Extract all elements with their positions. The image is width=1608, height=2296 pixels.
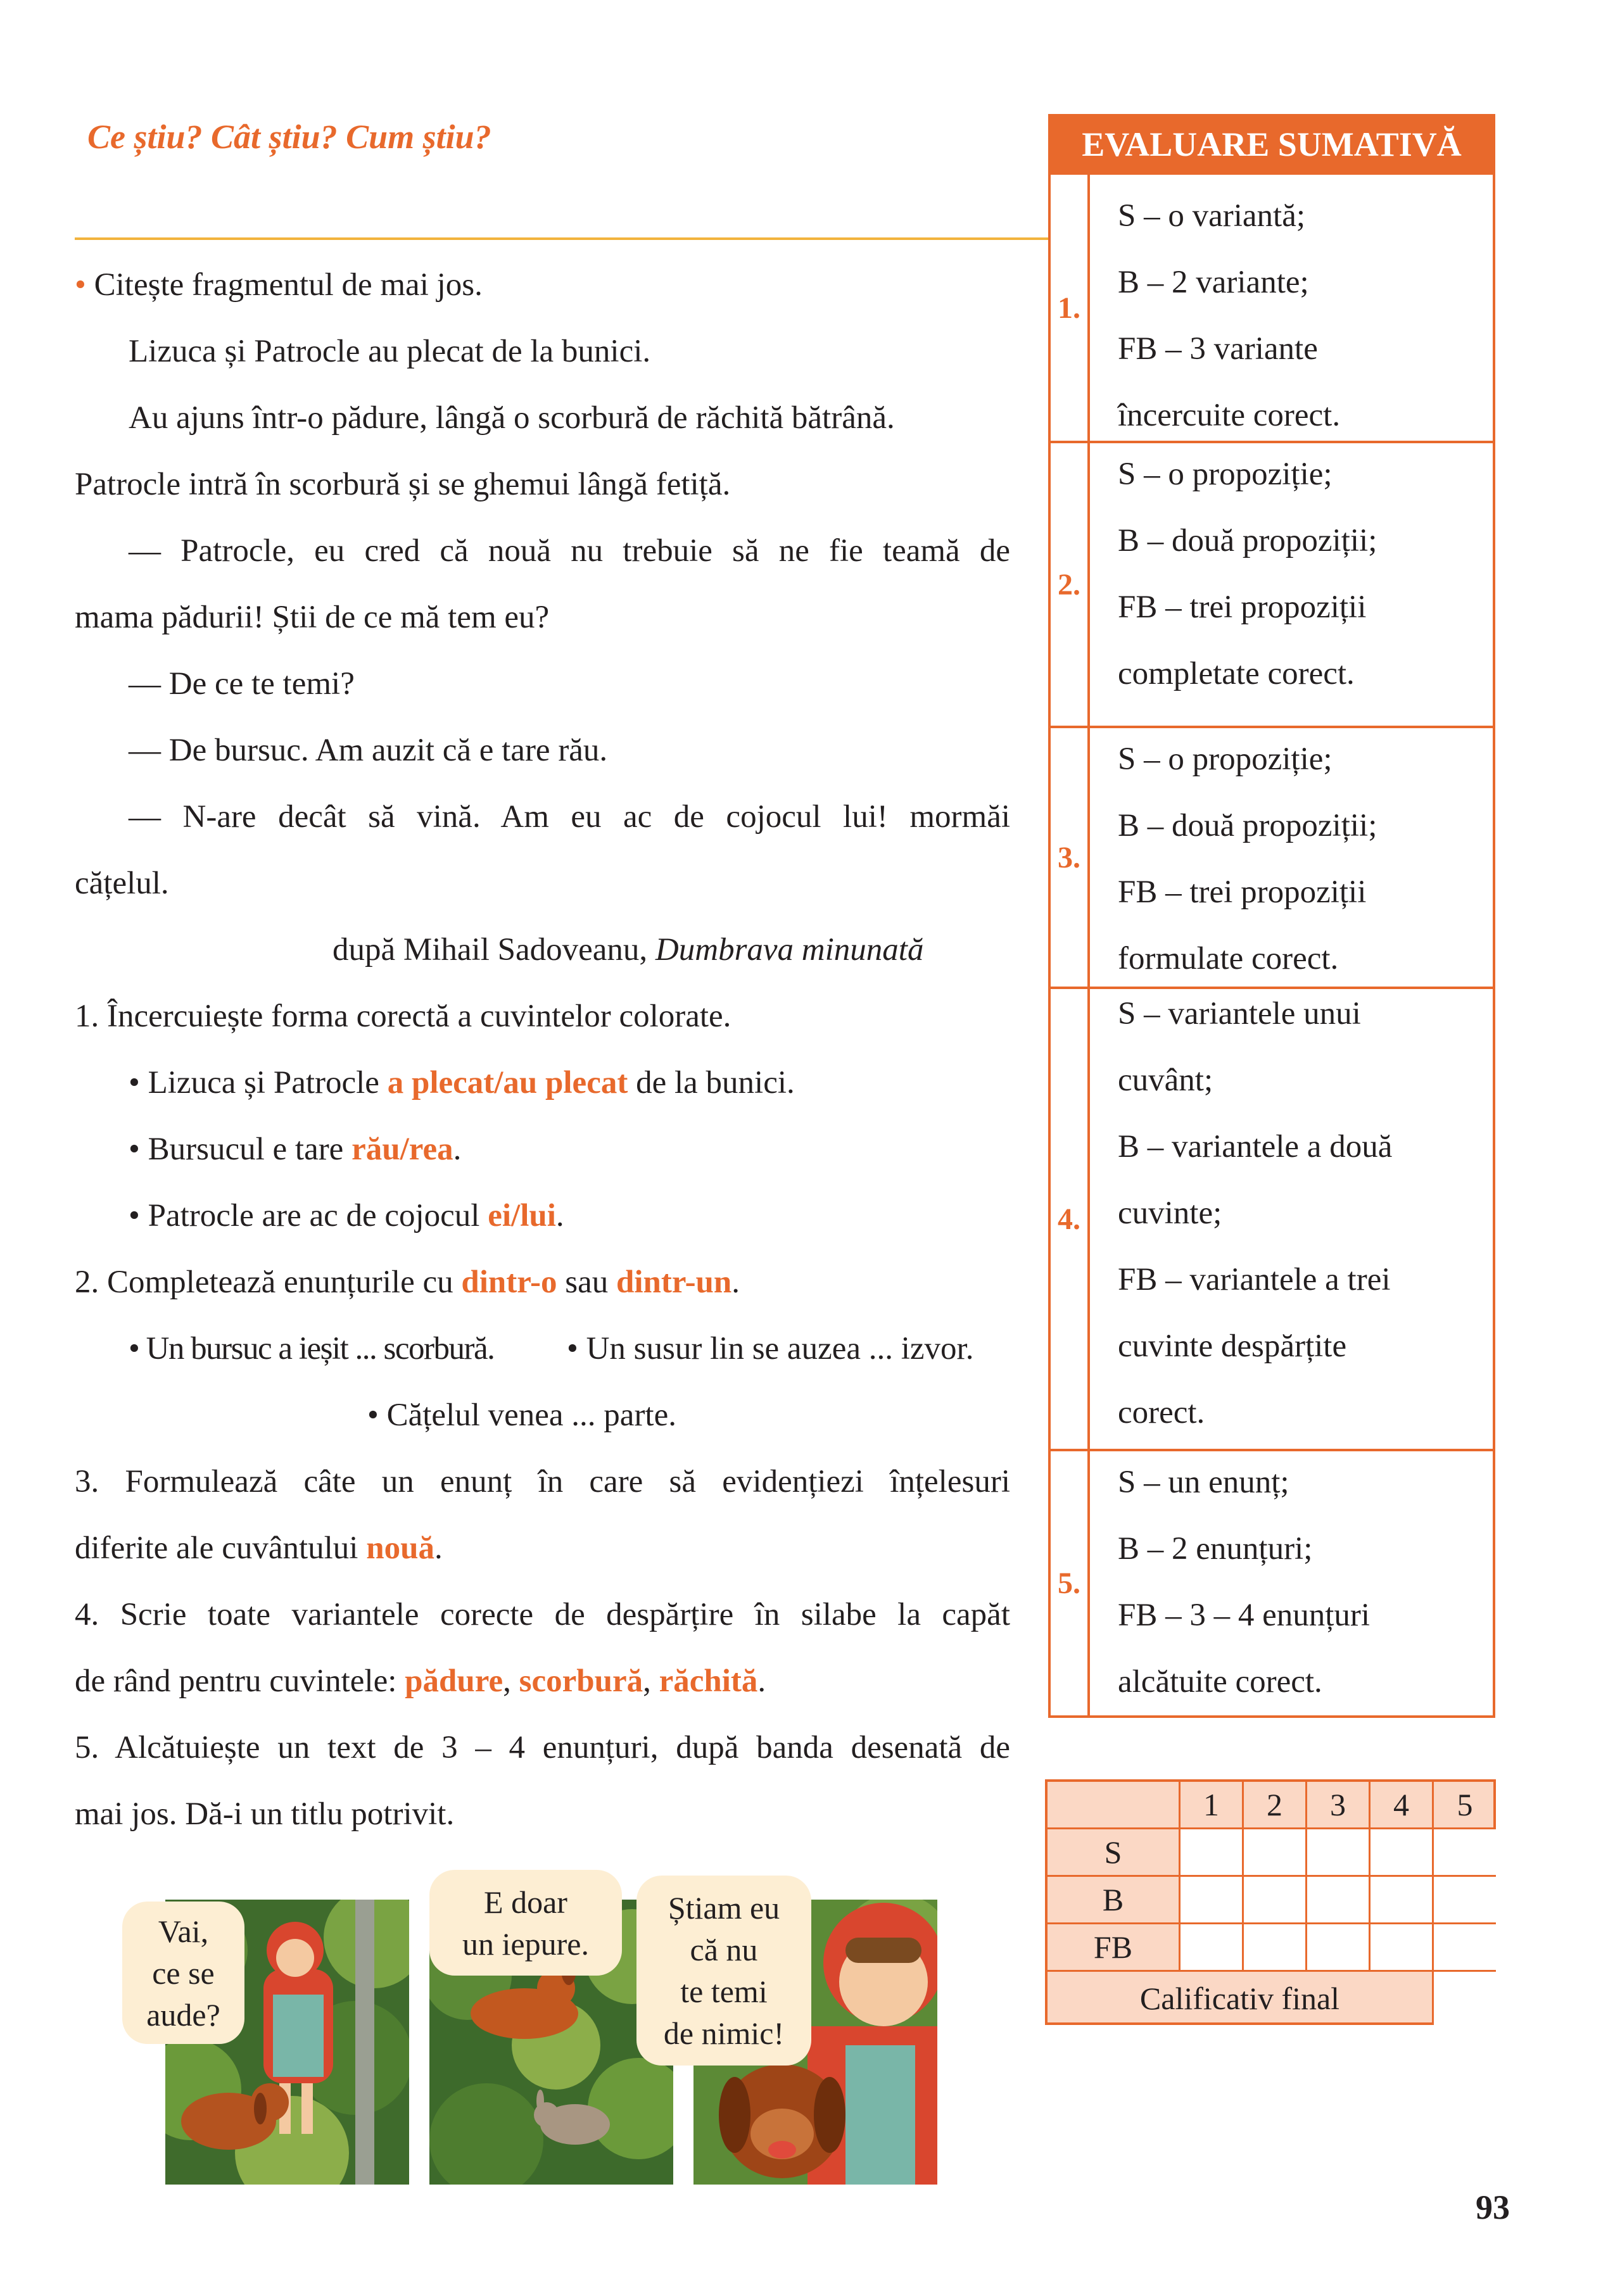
bubble-line: Știam eu — [668, 1890, 780, 1926]
item-text: sau — [557, 1265, 616, 1300]
item-text: 2. Completează enunțurile cu — [75, 1265, 462, 1300]
highlight-word: a plecat/au plecat — [387, 1065, 628, 1101]
criterion: B – două propoziții; — [1118, 523, 1377, 558]
grid-cell — [1307, 1877, 1371, 1924]
criterion: S – o propoziție; — [1118, 741, 1333, 777]
grid-cell — [1244, 1877, 1307, 1924]
bubble-line: de nimic! — [663, 2015, 785, 2051]
bubble-line: că nu — [690, 1932, 758, 1967]
exercise-3: 3. Formulează câte un enunț în care să evidențiezi înțelesuri — [75, 1464, 1010, 1499]
exercise-3-cont — [75, 1515, 443, 1582]
row-number: 5. — [1051, 1451, 1090, 1715]
bubble-line: ce se — [152, 1955, 215, 1991]
bubble-line: te temi — [680, 1974, 768, 2009]
item-text: • Bursucul e tare — [129, 1132, 352, 1167]
exercise-1-item — [129, 1183, 564, 1249]
dialogue-line: — De bursuc. Am auzit că e tare rău. — [129, 733, 608, 768]
evaluation-table — [1048, 114, 1495, 1718]
speech-bubble-3 — [636, 1876, 811, 2066]
exercise-1: 1. Încercuiește forma corectă a cuvintelor colorate. — [75, 999, 731, 1034]
exercise-4: 4. Scrie toate variantele corecte de despărțire în silabe la capăt — [75, 1597, 1010, 1632]
grid-col-header: 3 — [1307, 1782, 1371, 1829]
grid-cell — [1371, 1924, 1434, 1972]
dialogue-line: — De ce te temi? — [129, 666, 355, 702]
grid-cell — [1181, 1829, 1244, 1877]
highlight-word: scorbură — [519, 1663, 643, 1699]
grid-col-header: 2 — [1244, 1782, 1307, 1829]
paragraph: Au ajuns într-o pădure, lângă o scorbură de răchită bătrână. — [129, 400, 895, 436]
grid-corner — [1048, 1782, 1181, 1829]
highlight-word: pădure — [405, 1663, 503, 1699]
criterion: FB – trei propoziții — [1118, 874, 1367, 910]
exercise-4-cont — [75, 1648, 766, 1715]
grid-cell — [1307, 1924, 1371, 1972]
exercise-1-item — [129, 1116, 461, 1183]
criterion: încercuite corect. — [1118, 398, 1341, 433]
item-text: , — [503, 1663, 519, 1699]
criterion: S – o variantă; — [1118, 198, 1306, 234]
highlight-word: răchită — [659, 1663, 758, 1699]
exercise-1-item — [129, 1050, 795, 1116]
paragraph: Lizuca și Patrocle au plecat de la bunici. — [129, 334, 651, 369]
grid-row-label: B — [1048, 1877, 1181, 1924]
grid-cell — [1434, 1877, 1496, 1924]
criterion: B – 2 enunțuri; — [1118, 1531, 1313, 1567]
item-text: diferite ale cuvântului — [75, 1530, 367, 1566]
criterion: B – variantele a două — [1118, 1129, 1393, 1164]
source-author: după Mihail Sadoveanu, — [332, 932, 655, 968]
page-number: 93 — [1476, 2188, 1510, 2226]
paragraph: Patrocle intră în scorbură și se ghemui lângă fetiță. — [75, 467, 731, 502]
criterion: cuvinte despărțite — [1118, 1328, 1347, 1364]
exercise-5: 5. Alcătuiește un text de 3 – 4 enunțuri, după banda desenată de — [75, 1730, 1010, 1765]
criterion: FB – 3 variante — [1118, 331, 1318, 367]
grid-cell — [1434, 1829, 1496, 1877]
criterion: formulate corect. — [1118, 941, 1339, 976]
bubble-line: un iepure. — [462, 1926, 589, 1962]
grid-cell — [1371, 1829, 1434, 1877]
highlight-word: rău/rea — [351, 1132, 453, 1167]
final-grade-label: Calificativ final — [1048, 1972, 1434, 2025]
criterion: S – o propoziție; — [1118, 457, 1333, 492]
item-text: . — [757, 1663, 766, 1699]
grid-col-header: 5 — [1434, 1782, 1496, 1829]
criterion: FB – variantele a trei — [1118, 1262, 1391, 1297]
exercise-2 — [75, 1249, 740, 1316]
exercise-2-item: • Cățelul venea ... parte. — [367, 1397, 676, 1433]
highlight-word: dintr-o — [461, 1265, 557, 1300]
item-text: , — [643, 1663, 659, 1699]
source-title: Dumbrava minunată — [655, 932, 924, 968]
grid-row-label: S — [1048, 1829, 1181, 1877]
criterion: FB – trei propoziții — [1118, 590, 1367, 625]
grid-cell — [1181, 1877, 1244, 1924]
item-text: . — [434, 1530, 443, 1566]
exercise-2-item: • Un bursuc a ieșit ... scorbură. — [129, 1331, 495, 1366]
dialogue-line: cățelul. — [75, 866, 169, 901]
criterion: alcătuite corect. — [1118, 1664, 1322, 1700]
item-text: de la bunici. — [628, 1065, 795, 1101]
grid-cell — [1307, 1829, 1371, 1877]
highlight-word: ei/lui — [488, 1198, 556, 1233]
grid-cell — [1181, 1924, 1244, 1972]
score-grid — [1045, 1779, 1496, 2025]
evaluation-row-3 — [1051, 726, 1493, 987]
highlight-word: nouă — [366, 1530, 434, 1566]
instruction-text: Citește fragmentul de mai jos. — [94, 267, 483, 303]
speech-bubble-1 — [122, 1902, 244, 2044]
bullet: • — [75, 267, 86, 303]
grid-cell — [1244, 1829, 1307, 1877]
bubble-line: aude? — [146, 1996, 220, 2033]
grid-col-header: 1 — [1181, 1782, 1244, 1829]
paragraph: — Patrocle, eu cred că nouă nu trebuie să ne fie teamă de — [129, 533, 1010, 569]
bubble-line: Vai, — [158, 1913, 209, 1949]
evaluation-row-1 — [1051, 172, 1493, 441]
source-citation — [332, 917, 923, 983]
exercise-5-cont: mai jos. Dă-i un titlu potrivit. — [75, 1796, 455, 1832]
item-text: . — [731, 1265, 740, 1300]
paragraph: mama pădurii! Știi de ce mă tem eu? — [75, 600, 550, 635]
criterion: FB – 3 – 4 enunțuri — [1118, 1598, 1371, 1633]
criterion: cuvinte; — [1118, 1195, 1222, 1231]
grid-cell — [1244, 1924, 1307, 1972]
section-title: Ce știu? Cât știu? Cum știu? — [87, 118, 491, 156]
criterion: B – două propoziții; — [1118, 808, 1377, 843]
evaluation-row-5 — [1051, 1449, 1493, 1715]
grid-cell — [1434, 1924, 1496, 1972]
criterion: S – un enunț; — [1118, 1465, 1289, 1500]
speech-bubble-2 — [429, 1870, 622, 1976]
row-number: 3. — [1051, 728, 1090, 987]
row-number: 4. — [1051, 989, 1090, 1449]
evaluation-title: EVALUARE SUMATIVĂ — [1051, 117, 1493, 172]
row-number: 1. — [1051, 175, 1090, 441]
grid-col-header: 4 — [1371, 1782, 1434, 1829]
item-text: • Lizuca și Patrocle — [129, 1065, 388, 1101]
dialogue-line: — N-are decât să vină. Am eu ac de cojocul lui! mormăi — [129, 799, 1010, 835]
item-text: . — [453, 1132, 462, 1167]
criterion: cuvânt; — [1118, 1063, 1213, 1098]
item-text: . — [555, 1198, 564, 1233]
bubble-line: E doar — [484, 1884, 567, 1920]
item-text: de rând pentru cuvintele: — [75, 1663, 405, 1699]
criterion: corect. — [1118, 1395, 1205, 1430]
item-text: • Patrocle are ac de cojocul — [129, 1198, 488, 1233]
criterion: completate corect. — [1118, 656, 1355, 691]
row-number: 2. — [1051, 443, 1090, 726]
exercise-2-item: • Un susur lin se auzea ... izvor. — [567, 1331, 974, 1366]
evaluation-row-2 — [1051, 441, 1493, 726]
criterion: B – 2 variante; — [1118, 265, 1309, 300]
highlight-word: dintr-un — [616, 1265, 732, 1300]
evaluation-row-4 — [1051, 987, 1493, 1449]
grid-cell — [1371, 1877, 1434, 1924]
final-grade-cell — [1434, 1972, 1496, 2025]
grid-row-label: FB — [1048, 1924, 1181, 1972]
instruction — [75, 252, 483, 319]
criterion: S – variantele unui — [1118, 996, 1361, 1031]
header-divider — [75, 237, 1050, 240]
